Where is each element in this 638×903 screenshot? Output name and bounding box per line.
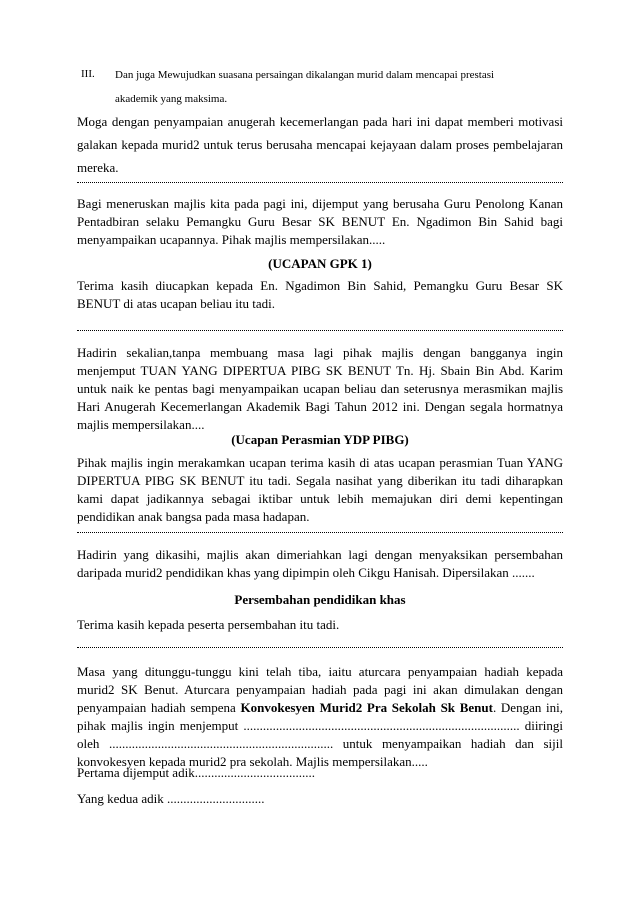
paragraph-award-ceremony [77,663,563,771]
paragraph-motivation: Moga dengan penyampaian anugerah kecemerlangan pada hari ini dapat memberi motivasi galakan kepada murid2 untuk terus berusaha mencapai kejayaan dalam proses pembelajaran mereka. [77,114,563,175]
list-item-text [115,63,560,111]
paragraph-invite-performance: Hadirin yang dikasihi, majlis akan dimeriahkan lagi dengan menyaksikan persembahan daripada murid2 pendidikan khas yang dipimpin oleh Cikgu Hanisah. Dipersilakan ....... [77,547,563,580]
heading-ucapan-gpk: (UCAPAN GPK 1) [268,256,372,271]
list-number: III. [81,68,95,80]
paragraph-first-invite: Pertama dijemput adik..................................... [77,765,315,780]
award-text-part-2: . Dengan ini, pihak majlis ingin menjemput ..................................................................................... diiringi oleh ..................................................................... untuk menyampaikan hadiah dan sijil konvokesyen kepada murid2 pra sekolah. Majlis mempersilakan..... [77,700,564,769]
paragraph-invite-gpk: Bagi meneruskan majlis kita pada pagi ini, dijemput yang berusaha Guru Penolong Kanan Pentadbiran selaku Pemangku Guru Besar SK BENUT En. Ngadimon Bin Sahid bagi menyampaikan ucapannya. Pihak majlis mempersilakan..... [77,196,563,247]
paragraph-invite-ydp: Hadirin sekalian,tanpa membuang masa lagi pihak majlis dengan bangganya ingin menjemput TUAN YANG DIPERTUA PIBG SK BENUT Tn. Hj. Sbain Bin Abd. Karim untuk naik ke pentas bagi menyampaikan ucapan beliau dan seterusnya merasmikan majlis Hari Anugerah Kecemerlangan Akademik Bagi Tahun 2012 ini. Dengan segala hormatnya majlis mempersilakan.... [77,345,563,432]
paragraph-thanks-gpk: Terima kasih diucapkan kepada En. Ngadimon Bin Sahid, Pemangku Guru Besar SK BENUT di atas ucapan beliau itu tadi. [77,278,563,311]
heading-ucapan-perasmian: (Ucapan Perasmian YDP PIBG) [231,432,409,447]
list-item-line-1: Dan juga Mewujudkan suasana persaingan dikalangan murid dalam mencapai prestasi [115,69,495,81]
list-item-line-2: akademik yang maksima. [115,93,228,105]
heading-persembahan: Persembahan pendidikan khas [234,592,406,607]
dotted-separator [77,641,563,648]
paragraph-thanks-ydp: Pihak majlis ingin merakamkan ucapan terima kasih di atas ucapan perasmian Tuan YANG DIPERTUA PIBG SK BENUT itu tadi. Segala nasihat yang diberikan itu tadi diharapkan kami dapat jadikannya sebagai iktibar untuk lebih memajukan diri demi kepentingan pendidikan anak bangsa pada masa hadapan. [77,455,563,524]
award-text-bold: Konvokesyen Murid2 Pra Sekolah Sk Benut [240,700,493,715]
paragraph-thanks-performance: Terima kasih kepada peserta persembahan itu tadi. [77,617,340,632]
dotted-separator [77,324,563,331]
dotted-separator [77,526,563,533]
paragraph-second-invite: Yang kedua adik .............................. [77,791,265,806]
award-text-part-1: Masa yang ditunggu-tunggu kini telah tiba, iaitu aturcara penyampaian hadiah kepada murid2 SK Benut. Aturcara penyampaian hadiah pada pagi ini akan dimulakan dengan penyampaian hadiah sempena [77,664,563,715]
dotted-separator [77,176,563,183]
